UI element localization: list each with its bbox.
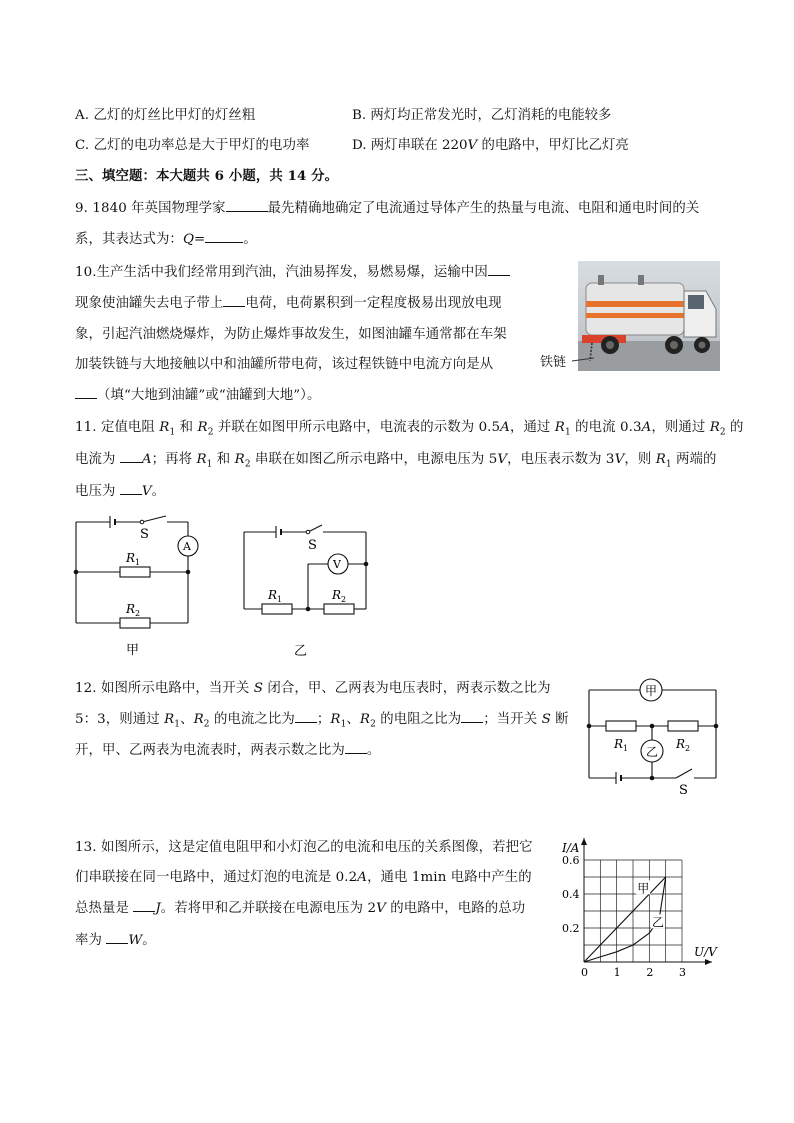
series-label-jia: 甲: [637, 881, 650, 896]
answer-blank[interactable]: [461, 710, 483, 723]
q13-line4: 率为 W。: [75, 933, 156, 948]
chain-label: 铁链: [540, 355, 567, 370]
q10-line4: 加装铁链与大地接触以中和油罐所带电荷，该过程铁链中电流方向是从: [75, 357, 494, 372]
circuit-diagram-b: [236, 516, 376, 661]
series-label-yi: 乙: [651, 915, 664, 930]
q13-line2: 们串联接在同一电路中，通过灯泡的电流是 0.2A，通电 1min 电路中产生的: [75, 870, 532, 885]
meter-jia-icon: 甲: [645, 684, 658, 698]
q11-line3: 电压为 V。: [75, 484, 166, 499]
r2-subscript: 2: [135, 609, 141, 618]
option-b: B. 两灯均正常发光时，乙灯消耗的电能较多: [352, 108, 612, 123]
y-tick-label: 0.6: [562, 854, 580, 867]
r1-subscript: 1: [277, 595, 283, 604]
switch-label: S: [140, 527, 149, 542]
meter-yi-icon: 乙: [646, 745, 659, 759]
option-d: D. 两灯串联在 220V 的电路中，甲灯比乙灯亮: [352, 138, 629, 153]
q11-line1: 11. 定值电阻 $R_1$ 和 $R_2$ 并联在如图甲所示电路中，电流表的示数为 0.5A，通过 $R_1$ 的电流 0.3A，则通过 $R_2$ 的: [75, 420, 744, 438]
ammeter-icon: A: [183, 540, 191, 553]
chain-pointer-line: [572, 355, 594, 367]
figure-caption: 甲: [126, 643, 140, 658]
q10-line2: 现象使油罐失去电子带上 电荷，电荷累积到一定程度极易出现放电现: [75, 296, 502, 311]
q12-line2: 5：3，则通过 $R_1$、$R_2$ 的电流之比为 ；$R_1$、$R_2$ 的电阻之比为 ；当开关 S 断: [75, 712, 569, 730]
r2-subscript: 2: [341, 595, 347, 604]
q10-line1: 10.生产生活中我们经常用到汽油，汽油易挥发，易燃易爆，运输中因: [75, 261, 510, 280]
y-axis-label: I/A: [562, 841, 580, 855]
option-a: A. 乙灯的灯丝比甲灯的灯丝粗: [75, 108, 256, 123]
r2-label: R: [676, 737, 686, 751]
y-tick-label: 0.2: [562, 922, 580, 935]
q13-line3: 总热量是 J。若将甲和乙并联接在电源电压为 2V 的电路中，电路的总功: [75, 901, 526, 916]
x-tick-label: 2: [646, 966, 654, 979]
r1-subscript: 1: [135, 558, 141, 567]
y-axis-arrow: [581, 838, 587, 845]
x-tick-label: 3: [679, 966, 686, 979]
r2-subscript: 2: [685, 744, 691, 753]
q13-line1: 13. 如图所示，这是定值电阻甲和小灯泡乙的电流和电压的关系图像，若把它: [75, 840, 533, 855]
answer-blank[interactable]: [120, 482, 142, 495]
answer-blank[interactable]: [488, 263, 510, 276]
voltmeter-icon: V: [333, 558, 341, 571]
switch-label: S: [679, 783, 688, 798]
y-tick-label: 0.4: [562, 888, 580, 901]
q10-line5: （填“大地到油罐”或“油罐到大地”）。: [75, 384, 320, 403]
answer-blank[interactable]: [223, 294, 245, 307]
iu-graph: [556, 830, 726, 980]
figure-caption: 乙: [294, 644, 308, 659]
switch-label: S: [308, 538, 317, 553]
answer-blank[interactable]: [205, 230, 243, 243]
x-axis-label: U/V: [694, 945, 717, 959]
r2-label: R: [332, 588, 342, 602]
answer-blank[interactable]: [133, 899, 155, 912]
circuit-diagram-a: [70, 510, 210, 660]
tanker-truck-photo: [578, 261, 720, 371]
q9-line1: 9. 1840 年英国物理学家 最先精确地确定了电流通过导体产生的热量与电流、电阻和通电时间的关: [75, 201, 700, 216]
r1-label: R: [126, 551, 136, 565]
r1-label: R: [268, 588, 278, 602]
answer-blank[interactable]: [345, 741, 367, 754]
q9-line2: 系，其表达式为：Q= 。: [75, 232, 257, 247]
answer-blank[interactable]: [75, 386, 97, 399]
answer-blank[interactable]: [226, 199, 268, 212]
answer-blank[interactable]: [295, 710, 317, 723]
r2-label: R: [126, 602, 136, 616]
q12-line1: 12. 如图所示电路中，当开关 S 闭合，甲、乙两表为电压表时，两表示数之比为: [75, 681, 551, 696]
section-heading: 三、填空题：本大题共 6 小题，共 14 分。: [75, 168, 339, 184]
answer-blank[interactable]: [120, 450, 142, 463]
r1-label: R: [614, 737, 624, 751]
q12-line3: 开，甲、乙两表为电流表时，两表示数之比为 。: [75, 743, 381, 758]
circuit-diagram-c: [582, 676, 728, 800]
x-axis-arrow: [705, 959, 712, 965]
q11-line2: 电流为 A；再将 $R_1$ 和 $R_2$ 串联在如图乙所示电路中，电源电压为 5V，电压表示数为 3V，则 $R_1$ 两端的: [75, 452, 717, 470]
answer-blank[interactable]: [106, 931, 128, 944]
x-tick-label: 1: [613, 966, 621, 979]
q10-line3: 象，引起汽油燃烧爆炸，为防止爆炸事故发生，如图油罐车通常都在车架: [75, 327, 507, 342]
option-c: C. 乙灯的电功率总是大于甲灯的电功率: [75, 138, 310, 153]
x-tick-label: 0: [581, 966, 588, 979]
r1-subscript: 1: [623, 744, 629, 753]
